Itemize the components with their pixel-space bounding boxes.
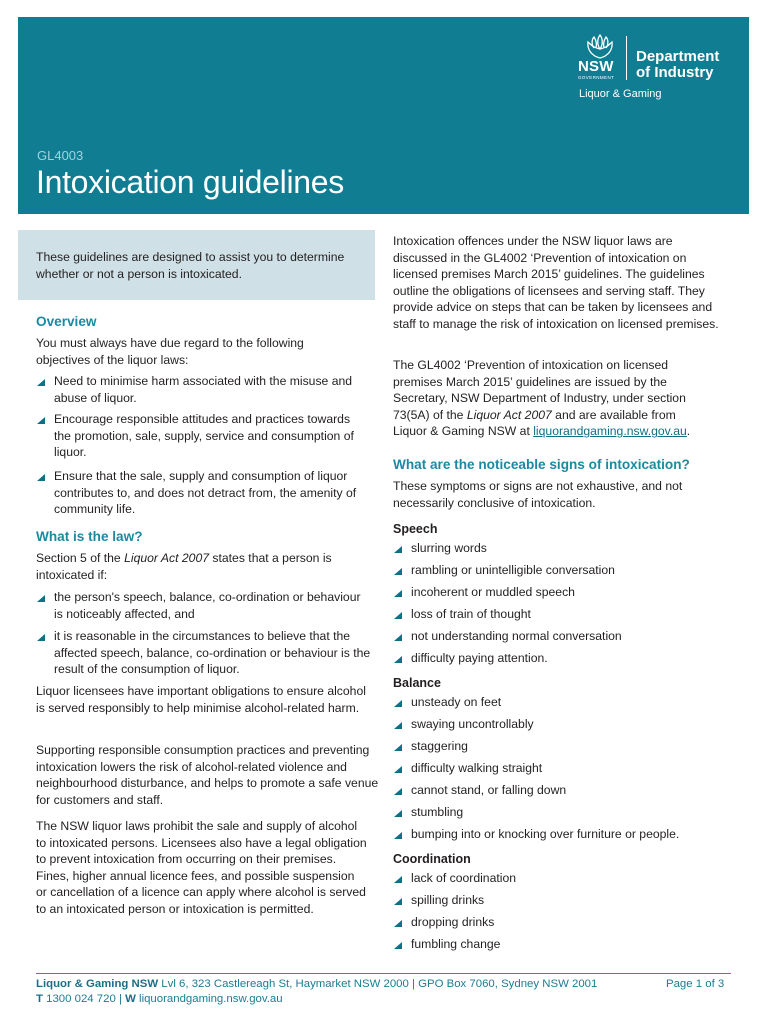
coordination-item: dropping drinks — [393, 914, 494, 931]
balance-item: stumbling — [393, 804, 463, 821]
law-bullet-1: the person's speech, balance, co-ordination or behaviour is noticeably affected, and — [36, 589, 366, 622]
logo-subtitle: Liquor & Gaming — [579, 88, 662, 100]
logo-nsw-text: NSW — [578, 58, 614, 75]
speech-item: difficulty paying attention. — [393, 650, 548, 667]
page-number: Page 1 of 3 — [666, 978, 725, 990]
speech-item: not understanding normal conversation — [393, 628, 622, 645]
document-code: GL4003 — [37, 148, 84, 163]
speech-item: loss of train of thought — [393, 606, 531, 623]
department-line-2: of Industry — [636, 64, 714, 81]
overview-bullet-1: Need to minimise harm associated with the misuse and abuse of liquor. — [36, 373, 374, 406]
speech-item: incoherent or muddled speech — [393, 584, 575, 601]
liquorandgaming-link[interactable]: liquorandgaming.nsw.gov.au — [533, 424, 687, 439]
logo-divider — [626, 36, 627, 80]
coordination-heading: Coordination — [393, 852, 471, 866]
overview-bullet-3: Ensure that the sale, supply and consumption of liquor contributes to, and does not detract from, the amenity of community life. — [36, 468, 376, 518]
speech-heading: Speech — [393, 522, 438, 536]
balance-item: swaying uncontrollably — [393, 716, 534, 733]
balance-item: difficulty walking straight — [393, 760, 542, 777]
signs-heading: What are the noticeable signs of intoxication? — [393, 457, 690, 472]
speech-item: rambling or unintelligible conversation — [393, 562, 615, 579]
overview-bullet-2: Encourage responsible attitudes and practices towards the promotion, sale, supply, service and consumption of liquor. — [36, 411, 354, 461]
law-paragraph-2: Supporting responsible consumption practices and preventing intoxication lowers the risk of alcohol-related violence and neighbourhood disturbance, and helps to promote a safe venue for customers and staff. — [36, 743, 379, 807]
coordination-item: fumbling change — [393, 936, 500, 953]
footer-divider — [36, 973, 731, 974]
intro-text: These guidelines are designed to assist you to determine whether or not a person is intoxicated. — [36, 250, 345, 281]
law-paragraph-3: The NSW liquor laws prohibit the sale and supply of alcohol to intoxicated persons. Licensees also have a legal obligation to prevent intoxication from occurring on their premises. Fines, higher annual licence fees, and possible suspension or cancellation of a licence can apply where alcohol is served to an intoxicated person or intoxication is permitted. — [36, 819, 367, 916]
law-heading: What is the law? — [36, 529, 143, 544]
overview-text: You must always have due regard to the following objectives of the liquor laws: — [36, 336, 304, 367]
balance-heading: Balance — [393, 676, 441, 690]
coordination-item: lack of coordination — [393, 870, 516, 887]
law-bullet-2: it is reasonable in the circumstances to believe that the affected speech, balance, co-ordination or behaviour is the result of the consumption of liquor. — [36, 628, 376, 678]
logo-government-text: GOVERNMENT — [578, 75, 615, 80]
balance-item: staggering — [393, 738, 468, 755]
balance-item: bumping into or knocking over furniture or people. — [393, 826, 679, 843]
right-paragraph-2: The GL4002 ‘Prevention of intoxication on licensed premises March 2015’ guidelines are issued by the Secretary, NSW Department of Industry, under section 73(5A) of the Liquor Act 2007 and are available from Liquor & Gaming NSW at liquorandgaming.nsw.gov.au. — [393, 358, 691, 439]
overview-heading: Overview — [36, 314, 97, 329]
law-paragraph-1: Liquor licensees have important obligations to ensure alcohol is served responsibly to help minimise alcohol-related harm. — [36, 684, 366, 715]
coordination-item: spilling drinks — [393, 892, 484, 909]
footer-contact: T 1300 024 720 | W liquorandgaming.nsw.gov.au — [36, 993, 283, 1005]
page-title: Intoxication guidelines — [36, 164, 344, 200]
footer-website[interactable]: liquorandgaming.nsw.gov.au — [135, 993, 283, 1005]
right-paragraph-1: Intoxication offences under the NSW liquor laws are discussed in the GL4002 ‘Prevention of intoxication on licensed premises March 2015’ guidelines. The guidelines outline the obligations of licensees and serving staff. They provide advice on steps that can be taken by licensees and staff to manage the risk of intoxication on licensed premises. — [393, 234, 719, 331]
balance-item: unsteady on feet — [393, 694, 501, 711]
signs-text: These symptoms or signs are not exhaustive, and not necessarily conclusive of intoxication. — [393, 479, 683, 510]
department-line-1: Department — [636, 48, 720, 65]
footer-address: Liquor & Gaming NSW Lvl 6, 323 Castlereagh St, Haymarket NSW 2000 | GPO Box 7060, Sydney NSW 2001 — [36, 978, 598, 990]
law-text: Section 5 of the Liquor Act 2007 states that a person is intoxicated if: — [36, 551, 332, 582]
balance-item: cannot stand, or falling down — [393, 782, 566, 799]
speech-item: slurring words — [393, 540, 487, 557]
